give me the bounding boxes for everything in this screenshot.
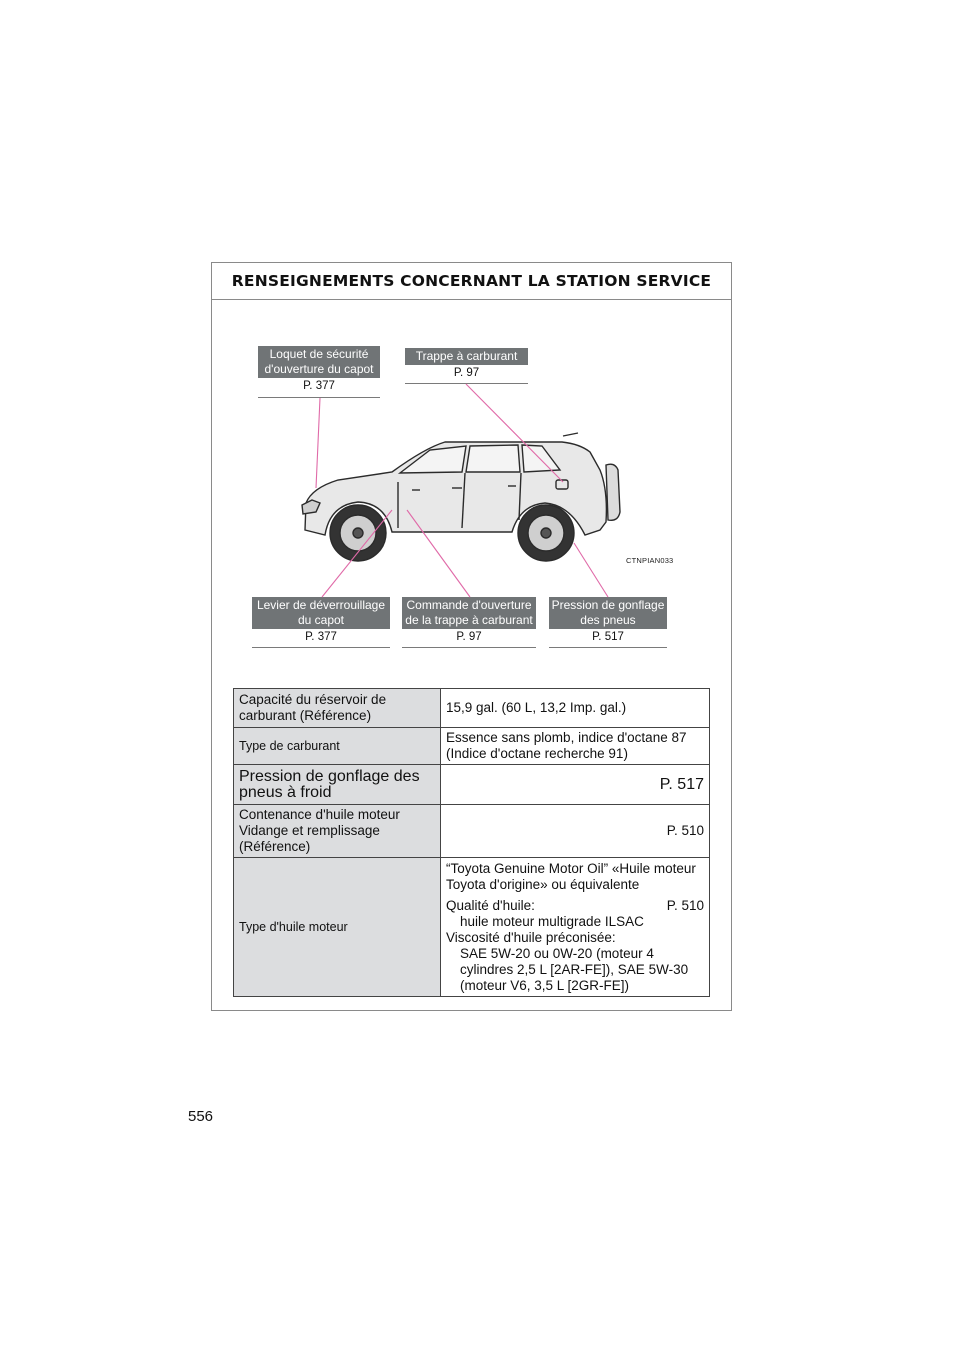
tire-pressure-value: P. 517 (441, 765, 710, 805)
oil-quality-page: P. 510 (666, 897, 704, 913)
figure-code: CTNPIAN033 (626, 556, 674, 565)
oil-capacity-key-line3: (Référence) (239, 839, 311, 854)
oil-type-value (441, 858, 710, 997)
oil-capacity-key-line1: Contenance d'huile moteur (239, 807, 400, 822)
table-row (234, 689, 710, 728)
table-row (234, 858, 710, 997)
page-number: 556 (188, 1108, 214, 1125)
oil-capacity-key (234, 805, 441, 858)
oil-quality-value: huile moteur multigrade ILSAC (460, 913, 644, 929)
oil-viscosity-value: SAE 5W-20 ou 0W-20 (moteur 4 cylindres 2,5 L [2AR-FE]), SAE 5W-30 (moteur V6, 3,5 L [2GR-FE]) (460, 945, 689, 993)
callout-hood-lever-page: P. 377 (305, 631, 337, 643)
table-row (234, 805, 710, 858)
oil-quality-row (446, 898, 704, 914)
fuel-type-value: Essence sans plomb, indice d'octane 87 (Indice d'octane recherche 91) (441, 728, 710, 765)
fuel-capacity-value: 15,9 gal. (60 L, 13,2 Imp. gal.) (441, 689, 710, 728)
callout-hood-lock-label: Loquet de sécurité d'ouverture du capot (258, 346, 380, 378)
tire-pressure-key: Pression de gonflage des pneus à froid (234, 765, 441, 805)
suv-side-view (302, 433, 620, 561)
callout-hood-lever-label: Levier de déverrouillage du capot (252, 597, 390, 629)
table-row (234, 765, 710, 805)
oil-brand-text: “Toyota Genuine Motor Oil” «Huile moteur Toyota d'origine» ou équivalente (446, 860, 696, 892)
service-spec-table (233, 688, 710, 997)
section-title: RENSEIGNEMENTS CONCERNANT LA STATION SERVICE (231, 272, 712, 290)
callout-tire-pressure-page: P. 517 (592, 631, 624, 643)
callout-hood-lock-page: P. 377 (303, 380, 335, 392)
callout-fuel-door-page: P. 97 (453, 367, 480, 379)
callout-fuel-door-label: Trappe à carburant (405, 348, 528, 365)
oil-viscosity-label: Viscosité d'huile préconisée: (446, 929, 616, 945)
callout-tire-pressure-label: Pression de gonflage des pneus (549, 597, 667, 629)
table-row (234, 728, 710, 765)
fuel-capacity-key: Capacité du réservoir de carburant (Référence) (234, 689, 441, 728)
callout-fuel-door-opener-label: Commande d'ouverture de la trappe à carburant (402, 597, 536, 629)
oil-capacity-key-line2: Vidange et remplissage (239, 823, 380, 838)
oil-type-key: Type d'huile moteur (234, 858, 441, 997)
oil-capacity-value: P. 510 (441, 805, 710, 858)
oil-quality-label: Qualité d'huile: (446, 897, 535, 913)
callout-fuel-door-opener-page: P. 97 (456, 631, 482, 643)
fuel-type-key: Type de carburant (234, 728, 441, 765)
